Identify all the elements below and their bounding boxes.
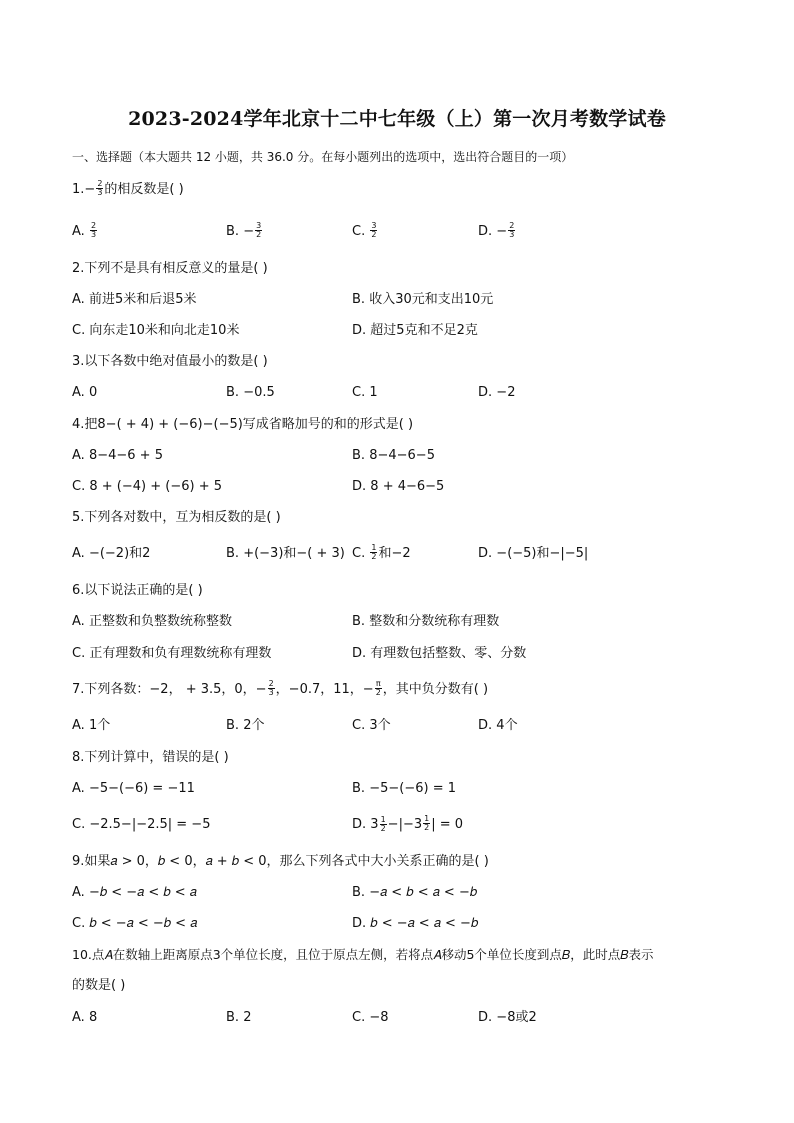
question-4-option-c[interactable] bbox=[72, 478, 222, 496]
question-3-option-b[interactable] bbox=[226, 384, 275, 402]
question-2-option-c[interactable] bbox=[72, 322, 239, 340]
option-label: A. bbox=[72, 614, 85, 629]
option-text: 8 + (−4) + (−6) + 5 bbox=[89, 479, 222, 494]
fraction bbox=[380, 816, 387, 833]
option-label: B. bbox=[352, 448, 366, 463]
fraction-numerator: 1 bbox=[424, 814, 430, 823]
fraction bbox=[370, 222, 377, 239]
option-label: C. bbox=[352, 224, 366, 239]
option-label: D. bbox=[478, 385, 493, 400]
option-label: C. bbox=[72, 323, 86, 338]
option-label: D. bbox=[478, 1010, 493, 1025]
option-text: 3个 bbox=[369, 718, 391, 733]
question-text: ，其中负分数有( ) bbox=[382, 682, 489, 697]
option-label: C. bbox=[352, 546, 366, 561]
option-label: A. bbox=[72, 718, 85, 733]
fraction-denominator: 2 bbox=[371, 552, 377, 561]
fraction-denominator: 2 bbox=[256, 230, 262, 239]
question-8-option-d[interactable] bbox=[352, 816, 463, 834]
fraction-denominator: 2 bbox=[371, 230, 377, 239]
option-text: −𝑎 < 𝑏 < 𝑎 < −𝑏 bbox=[369, 885, 478, 900]
option-text: −8或2 bbox=[496, 1010, 537, 1025]
option-text: +(−3)和−( + 3) bbox=[243, 546, 345, 561]
question-4-option-a[interactable] bbox=[72, 447, 163, 465]
option-label: D. bbox=[478, 718, 493, 733]
option-text: 前进5米和后退5米 bbox=[88, 292, 197, 307]
option-text: −(−5)和−|−5| bbox=[496, 546, 589, 561]
question-3-option-a[interactable] bbox=[72, 384, 97, 402]
question-1-option-d[interactable] bbox=[478, 223, 516, 241]
fraction-numerator: 1 bbox=[380, 814, 386, 824]
fraction bbox=[508, 222, 515, 239]
option-text: −|−3 bbox=[387, 817, 423, 832]
minus-sign: − bbox=[496, 224, 508, 239]
fraction-denominator: 3 bbox=[268, 688, 274, 697]
question-9-option-a[interactable] bbox=[72, 884, 197, 902]
option-text: −0.5 bbox=[243, 385, 275, 400]
fraction-numerator: 2 bbox=[268, 679, 274, 688]
option-text: 𝑏 < −𝑎 < 𝑎 < −𝑏 bbox=[370, 916, 479, 931]
option-label: D. bbox=[352, 479, 367, 494]
question-7-option-b[interactable] bbox=[226, 717, 264, 735]
option-label: C. bbox=[72, 817, 86, 832]
fraction-denominator: 3 bbox=[97, 188, 103, 197]
question-3-stem: 3.以下各数中绝对值最小的数是( ) bbox=[72, 354, 268, 369]
option-label: B. bbox=[352, 781, 366, 796]
question-8-stem: 8.下列计算中，错误的是( ) bbox=[72, 750, 229, 765]
option-label: A. bbox=[72, 448, 85, 463]
question-10-option-b[interactable] bbox=[226, 1009, 251, 1027]
option-text: 1 bbox=[369, 385, 378, 400]
question-7-option-d[interactable] bbox=[478, 717, 518, 735]
option-text: −(−2)和2 bbox=[88, 546, 151, 561]
option-text: 0 bbox=[88, 385, 98, 400]
option-label: B. bbox=[352, 614, 366, 629]
question-2-option-d[interactable] bbox=[352, 322, 478, 340]
question-4-option-d[interactable] bbox=[352, 478, 444, 496]
option-label: B. bbox=[226, 1010, 240, 1025]
question-7-stem bbox=[72, 681, 488, 699]
fraction-numerator: 2 bbox=[97, 179, 103, 188]
option-label: C. bbox=[352, 1010, 366, 1025]
option-text: 和−2 bbox=[378, 546, 411, 561]
question-3-option-d[interactable] bbox=[478, 384, 515, 402]
option-text: −5−(−6) = 1 bbox=[369, 781, 456, 796]
option-label: C. bbox=[72, 916, 86, 931]
option-text: −5−(−6) = −11 bbox=[88, 781, 195, 796]
question-6-option-c[interactable] bbox=[72, 645, 271, 663]
fraction-numerator: 1 bbox=[371, 543, 377, 552]
option-label: D. bbox=[352, 916, 367, 931]
mixed-number bbox=[370, 816, 387, 834]
exam-title: 2023-2024学年北京十二中七年级（上）第一次月考数学试卷 bbox=[128, 108, 666, 130]
option-label: C. bbox=[72, 479, 86, 494]
question-10-option-d[interactable] bbox=[478, 1009, 537, 1027]
question-7-option-c[interactable] bbox=[352, 717, 391, 735]
question-3-option-c[interactable] bbox=[352, 384, 378, 402]
fraction-denominator: 2 bbox=[380, 823, 386, 833]
option-text: −2 bbox=[496, 385, 516, 400]
question-1-option-b[interactable] bbox=[226, 223, 263, 241]
question-5-option-d[interactable] bbox=[478, 545, 588, 563]
fraction bbox=[375, 680, 382, 697]
question-9-option-b[interactable] bbox=[352, 884, 477, 902]
option-label: B. bbox=[226, 224, 240, 239]
question-6-option-b[interactable] bbox=[352, 613, 499, 631]
question-6-option-a[interactable] bbox=[72, 613, 232, 631]
option-label: C. bbox=[352, 718, 366, 733]
option-label: C. bbox=[72, 646, 86, 661]
question-number: 1. bbox=[72, 182, 85, 197]
question-5-option-b[interactable] bbox=[226, 545, 345, 563]
option-text: 1个 bbox=[88, 718, 111, 733]
question-5-option-a[interactable] bbox=[72, 545, 150, 563]
option-label: D. bbox=[478, 546, 493, 561]
option-label: D. bbox=[352, 817, 367, 832]
question-7-option-a[interactable] bbox=[72, 717, 110, 735]
question-1-option-c[interactable] bbox=[352, 223, 378, 241]
fraction-numerator: 3 bbox=[256, 221, 262, 230]
fraction-denominator: 3 bbox=[90, 230, 97, 239]
question-9-option-d[interactable] bbox=[352, 915, 478, 933]
question-5-option-c[interactable] bbox=[352, 545, 411, 563]
fraction-numerator: π bbox=[375, 679, 381, 688]
option-text: −𝑏 < −𝑎 < 𝑏 < 𝑎 bbox=[88, 885, 197, 900]
option-label: B. bbox=[226, 718, 240, 733]
question-1-stem bbox=[72, 181, 184, 199]
option-label: A. bbox=[72, 224, 85, 239]
option-label: B. bbox=[226, 385, 240, 400]
question-text: 7.下列各数：−2， + 3.5，0， bbox=[72, 682, 256, 697]
question-9-stem: 9.如果𝑎 > 0，𝑏 < 0，𝑎 + 𝑏 < 0，那么下列各式中大小关系正确的是( ) bbox=[72, 854, 489, 869]
question-10-option-a[interactable] bbox=[72, 1009, 97, 1027]
option-label: A. bbox=[72, 385, 85, 400]
option-text: 整数和分数统称有理数 bbox=[369, 614, 500, 629]
whole-part: 3 bbox=[370, 817, 379, 832]
option-label: A. bbox=[72, 781, 85, 796]
question-4-stem: 4.把8−( + 4) + (−6)−(−5)写成省略加号的和的形式是( ) bbox=[72, 417, 414, 432]
minus-sign: − bbox=[84, 182, 96, 197]
fraction bbox=[96, 180, 103, 197]
fraction bbox=[268, 680, 275, 697]
option-text: 有理数包括整数、零、分数 bbox=[370, 646, 527, 661]
option-label: B. bbox=[352, 292, 366, 307]
question-2-option-a[interactable] bbox=[72, 291, 196, 309]
option-text: 8 + 4−6−5 bbox=[370, 479, 445, 494]
option-text: −8 bbox=[369, 1010, 389, 1025]
option-text: −2.5−|−2.5| = −5 bbox=[89, 817, 211, 832]
option-text: 正有理数和负有理数统称有理数 bbox=[89, 646, 272, 661]
minus-sign: − bbox=[362, 682, 374, 697]
minus-sign: − bbox=[243, 224, 255, 239]
option-label: A. bbox=[72, 885, 85, 900]
option-text: 𝑏 < −𝑎 < −𝑏 < 𝑎 bbox=[89, 916, 198, 931]
question-5-stem: 5.下列各对数中，互为相反数的是( ) bbox=[72, 510, 281, 525]
fraction-numerator: 3 bbox=[371, 221, 377, 230]
question-8-option-b[interactable] bbox=[352, 780, 456, 798]
option-label: B. bbox=[226, 546, 240, 561]
fraction-numerator: 2 bbox=[90, 221, 97, 230]
fraction bbox=[255, 222, 262, 239]
question-8-option-c[interactable] bbox=[72, 816, 210, 834]
option-text: | = 0 bbox=[431, 817, 464, 832]
option-text: 2 bbox=[243, 1010, 252, 1025]
question-2-option-b[interactable] bbox=[352, 291, 493, 309]
question-6-option-d[interactable] bbox=[352, 645, 526, 663]
option-label: D. bbox=[352, 646, 367, 661]
option-label: D. bbox=[478, 224, 493, 239]
question-text: 的相反数是( ) bbox=[104, 182, 184, 197]
section-heading: 一、选择题（本大题共 12 小题，共 36.0 分。在每小题列出的选项中，选出符合题目的一项） bbox=[72, 150, 574, 164]
option-text: 正整数和负整数统称整数 bbox=[88, 614, 232, 629]
question-9-option-c[interactable] bbox=[72, 915, 197, 933]
fraction-denominator: 2 bbox=[424, 823, 430, 832]
question-10-stem-line-1: 10.点𝐴在数轴上距离原点3个单位长度，且位于原点左侧，若将点𝐴移动5个单位长度到点𝐵，此时点𝐵表示 bbox=[72, 947, 654, 962]
option-text: 向东走10米和向北走10米 bbox=[89, 323, 240, 338]
question-4-option-b[interactable] bbox=[352, 447, 435, 465]
fraction bbox=[370, 544, 377, 561]
option-label: C. bbox=[352, 385, 366, 400]
option-label: A. bbox=[72, 292, 85, 307]
option-label: A. bbox=[72, 1010, 85, 1025]
minus-sign: − bbox=[255, 682, 267, 697]
fraction bbox=[90, 222, 97, 239]
option-label: D. bbox=[352, 323, 367, 338]
option-label: B. bbox=[352, 885, 366, 900]
fraction-denominator: 2 bbox=[375, 688, 381, 697]
option-text: 8−4−6−5 bbox=[369, 448, 435, 463]
option-text: 4个 bbox=[496, 718, 518, 733]
option-text: 超过5克和不足2克 bbox=[370, 323, 478, 338]
option-text: 8 bbox=[88, 1010, 98, 1025]
question-6-stem: 6.以下说法正确的是( ) bbox=[72, 583, 203, 598]
option-label: A. bbox=[72, 546, 85, 561]
fraction-denominator: 3 bbox=[509, 230, 515, 239]
fraction bbox=[423, 815, 430, 832]
option-text: 收入30元和支出10元 bbox=[369, 292, 494, 307]
question-10-option-c[interactable] bbox=[352, 1009, 389, 1027]
question-10-stem-line-2: 的数是( ) bbox=[72, 978, 126, 993]
question-2-stem: 2.下列不是具有相反意义的量是( ) bbox=[72, 261, 268, 276]
question-1-option-a[interactable] bbox=[72, 223, 98, 241]
option-text: 8−4−6 + 5 bbox=[88, 448, 163, 463]
fraction-numerator: 2 bbox=[509, 221, 515, 230]
question-8-option-a[interactable] bbox=[72, 780, 195, 798]
question-text: ，−0.7，11， bbox=[275, 682, 363, 697]
option-text: 2个 bbox=[243, 718, 265, 733]
